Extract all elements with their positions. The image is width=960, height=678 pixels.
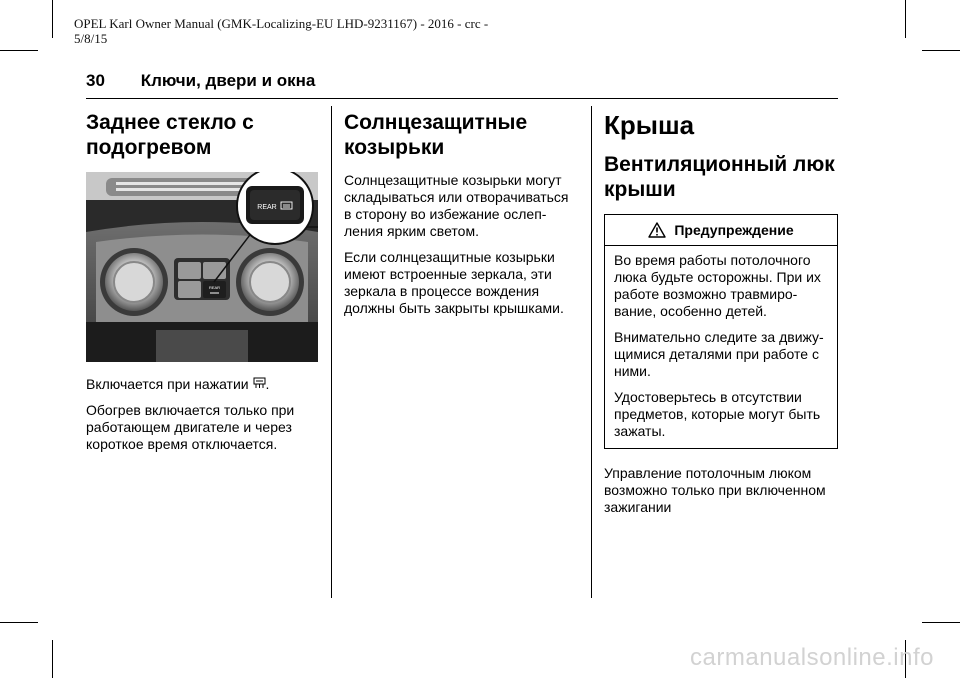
paragraph-activation: Включается при нажатии . [86, 376, 270, 392]
document-header-line2: 5/8/15 [74, 31, 108, 46]
running-head [86, 71, 836, 91]
header-rule [86, 98, 838, 99]
warning-header [605, 215, 837, 246]
column-rear-window [86, 110, 318, 453]
dashboard-photo [86, 172, 318, 362]
watermark: carmanualsonline.info [690, 644, 934, 671]
crop-mark [922, 622, 960, 623]
warning-paragraph-1: Во время работы потолочного люка будьте осторожны. При их работе возможно травмиро-вание, особенно детей. [614, 252, 821, 319]
column-divider [331, 106, 332, 598]
crop-mark [0, 622, 38, 623]
paragraph-sun-visors-2: Если солнцезащитные козырьки имеют встроенные зеркала, эти зеркала в процессе вождения должны быть закрыты крышками. [344, 249, 564, 316]
warning-box [604, 214, 838, 449]
heading-heated-rear-window: Заднее стекло с подогревом [86, 111, 254, 159]
crop-mark [0, 50, 38, 51]
chapter-roof: Крыша [604, 110, 695, 140]
warning-body [605, 246, 837, 448]
paragraph-sunroof-ignition: Управление потолочным люком возможно только при включенном зажигании [604, 465, 826, 515]
warning-title: Предупреждение [674, 222, 794, 238]
paragraph-sun-visors-1: Солнцезащитные козырьки могут складываться или отворачиваться в сторону во избежание ослеп-ления ярким светом. [344, 172, 569, 239]
document-header-line1: OPEL Karl Owner Manual (GMK-Localizing-EU LHD-9231167) - 2016 - crc - [74, 16, 489, 31]
heading-sunroof: Вентиляционный люк крыши [604, 153, 835, 201]
small-rear-button-label: REAR [208, 285, 221, 290]
heading-sun-visors: Солнцезащитные козырьки [344, 111, 528, 159]
paragraph-engine-note: Обогрев включается только при работающем двигателе и через короткое время отключается. [86, 402, 295, 452]
section-title: Ключи, двери и окна [140, 71, 316, 90]
warning-paragraph-3: Удостоверьтесь в отсутствии предметов, которые могут быть зажаты. [614, 389, 821, 439]
warning-paragraph-2: Внимательно следите за движу-щимися деталями при работе с ними. [614, 329, 824, 379]
warning-triangle-icon [648, 222, 666, 238]
column-sun-visors [344, 110, 578, 317]
column-divider [591, 106, 592, 598]
page-number: 30 [86, 71, 105, 90]
rear-defrost-icon [253, 377, 266, 389]
column-roof [604, 110, 838, 516]
inset-rear-label: REAR [257, 204, 277, 211]
crop-mark [52, 0, 53, 38]
document-header [74, 16, 488, 46]
crop-mark [922, 50, 960, 51]
crop-mark [905, 0, 906, 38]
crop-mark [52, 640, 53, 678]
